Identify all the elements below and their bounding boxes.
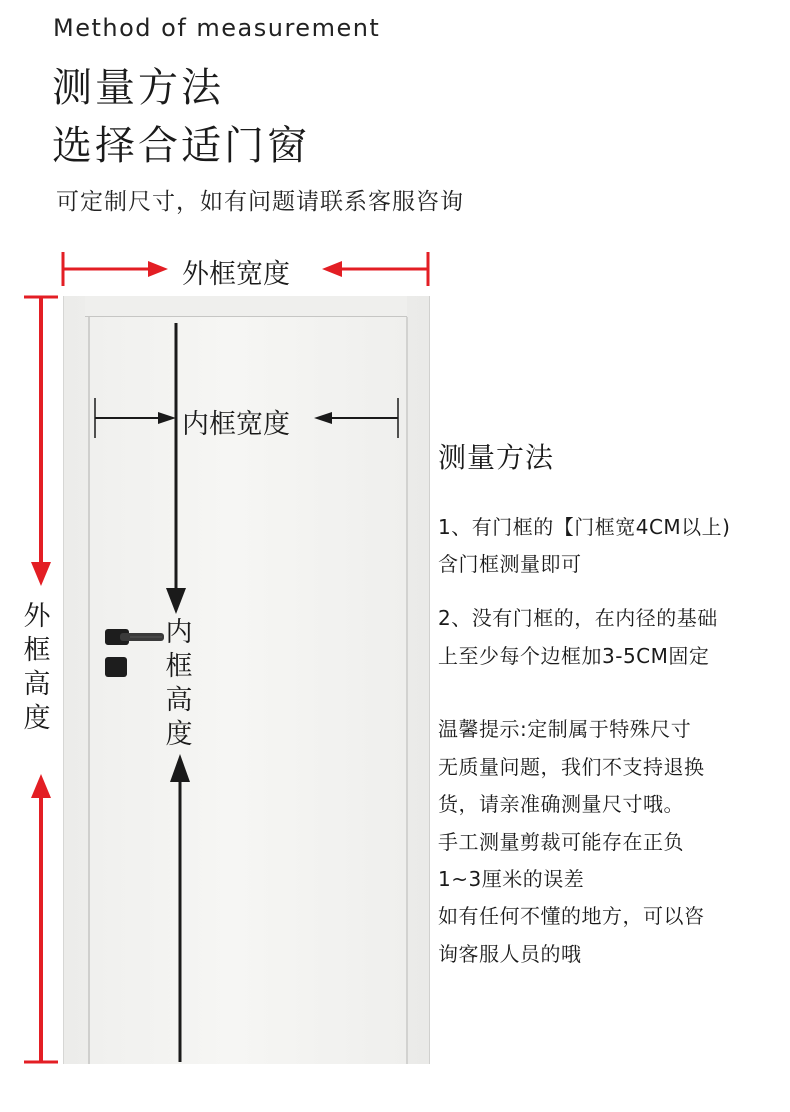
instructions-title: 测量方法 — [438, 441, 555, 474]
outer-width-label: 外框宽度 — [182, 259, 290, 290]
outer-height-char: 框 — [23, 635, 51, 666]
instruction-line: 温馨提示:定制属于特殊尺寸 — [438, 717, 692, 741]
instruction-line: 无质量问题，我们不支持退换 — [438, 755, 705, 779]
page-title-line-2: 选择合适门窗 — [52, 123, 310, 169]
inner-height-char: 内 — [165, 617, 193, 648]
outer-height-char: 高 — [23, 669, 51, 700]
page-title: 测量方法 — [52, 65, 224, 111]
inner-width-label: 内框宽度 — [182, 409, 290, 440]
instruction-line: 询客服人员的哦 — [438, 942, 582, 966]
inner-height-char: 高 — [165, 685, 193, 716]
outer-height-char: 外 — [23, 601, 51, 632]
inner-height-char: 框 — [165, 651, 193, 682]
instruction-line: 上至少每个边框加3-5CM固定 — [438, 644, 710, 668]
instruction-line: 1~3厘米的误差 — [438, 867, 585, 891]
instruction-line: 1、有门框的【门框宽4CM以上) — [438, 515, 731, 539]
instruction-line: 手工测量剪裁可能存在正负 — [438, 830, 684, 854]
subtitle: 可定制尺寸，如有问题请联系客服咨询 — [56, 189, 464, 215]
instruction-line: 含门框测量即可 — [438, 552, 582, 576]
english-title: Method of measurement — [53, 14, 381, 42]
outer-height-char: 度 — [23, 703, 51, 734]
inner-height-char: 度 — [165, 719, 193, 750]
inner-height-label — [162, 616, 196, 752]
outer-height-label — [20, 600, 54, 736]
instruction-line: 2、没有门框的，在内径的基础 — [438, 606, 718, 630]
instruction-line: 如有任何不懂的地方，可以咨 — [438, 904, 705, 928]
instruction-line: 货，请亲准确测量尺寸哦。 — [438, 792, 684, 816]
